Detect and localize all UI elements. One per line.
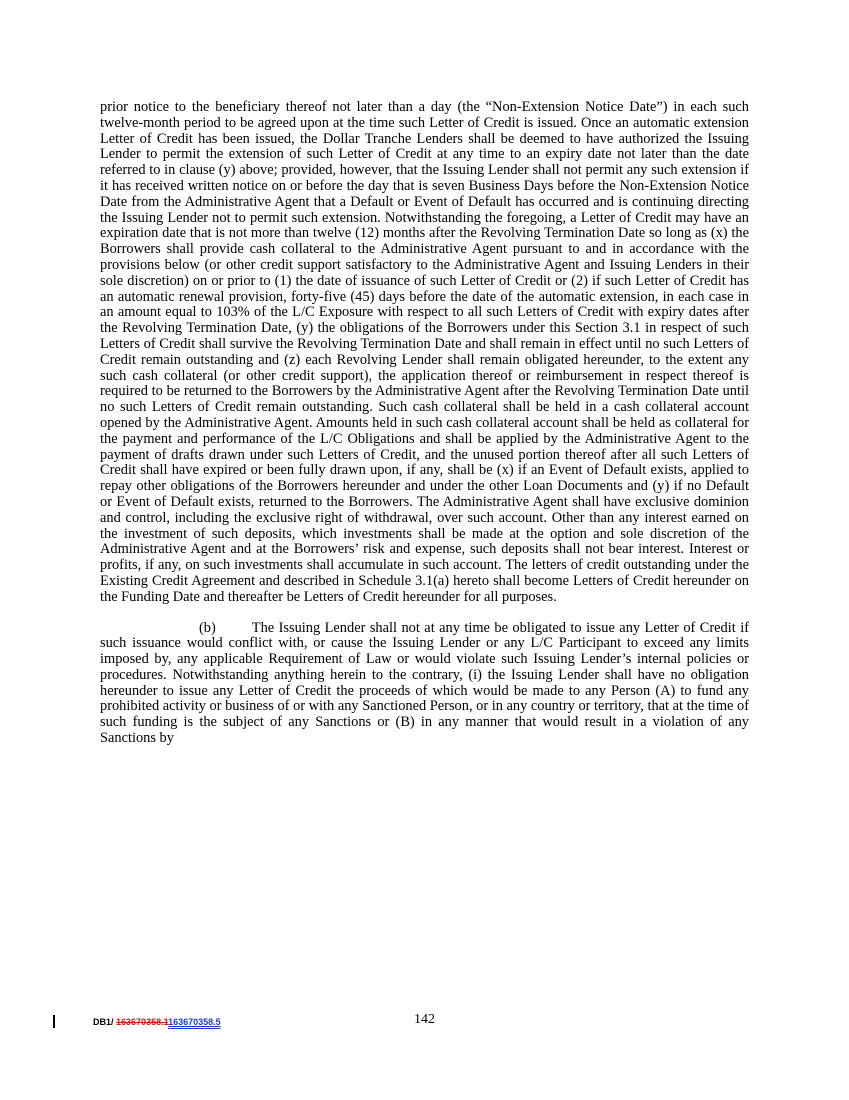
- doc-id-inserted: 163670358.5: [168, 1017, 221, 1027]
- paragraph-b-text: The Issuing Lender shall not at any time be obligated to issue any Letter of Credit if such issuance would conflict with, or cause the Issuing Lender or any L/C Participant to exceed any limits imposed by, any applicable Requirement of Law or would violate such Issuing Lender’s internal policies or procedures. Notwithstanding anything herein to the contrary, (i) the Issuing Lender shall have no obligation hereunder to issue any Letter of Credit the proceeds of which would be made to any Person (A) to fund any prohibited activity or business of or with any Sanctioned Person, or in any country or territory, that at the time of such funding is the subject of any Sanctions or (B) in any manner that would result in a violation of any Sanctions by: [100, 619, 749, 747]
- paragraph-a-continuation: prior notice to the beneficiary thereof not later than a day (the “Non-Extension Notice Date”) in each such twelve-month period to be agreed upon at the time such Letter of Credit is issued. Once an automatic extension Letter of Credit has been issued, the Dollar Tranche Lenders shall be deemed to have authorized the Issuing Lender to permit the extension of such Letter of Credit at any time to an expiry date not later than the date referred to in clause (y) above; provided, however, that the Issuing Lender shall not permit any such extension if it has received written notice on or before the day that is seven Business Days before the Non-Extension Notice Date from the Administrative Agent that a Default or Event of Default has occurred and is continuing directing the Issuing Lender not to permit such extension. Notwithstanding the foregoing, a Letter of Credit may have an expiration date that is not more than twelve (12) months after the Revolving Termination Date so long as (x) the Borrowers shall provide cash collateral to the Administrative Agent pursuant to and in accordance with the provisions below (or other credit support satisfactory to the Administrative Agent and Issuing Lenders in their sole discretion) on or prior to (1) the date of issuance of such Letter of Credit or (2) if such Letter of Credit has an automatic renewal provision, forty-five (45) days before the date of the automatic extension, in each case in an amount equal to 103% of the L/C Exposure with respect to all such Letters of Credit with expiry dates after the Revolving Termination Date, (y) the obligations of the Borrowers under this Section 3.1 in respect of such Letters of Credit shall survive the Revolving Termination Date and shall remain in effect until no such Letters of Credit remain outstanding and (z) each Revolving Lender shall remain obligated hereunder, to the extent any such cash collateral (or other credit support), the application thereof or reimbursement in respect thereof is required to be returned to the Borrowers by the Administrative Agent after the Revolving Termination Date until no such Letters of Credit remain outstanding. Such cash collateral shall be held in a cash collateral account opened by the Administrative Agent. Amounts held in such cash collateral account shall be held as collateral for the payment and performance of the L/C Obligations and shall be applied by the Administrative Agent to the payment of drafts drawn under such Letters of Credit, and the unused portion thereof after all such Letters of Credit shall have expired or been fully drawn upon, if any, shall be (x) if an Event of Default exists, applied to repay other obligations of the Borrowers hereunder and under the other Loan Documents and (y) if no Default or Event of Default exists, returned to the Borrowers. The Administrative Agent shall have exclusive dominion and control, including the exclusive right of withdrawal, over such account. Other than any interest earned on the investment of such deposits, which investments shall be made at the option and sole discretion of the Administrative Agent and at the Borrowers’ risk and expense, such deposits shall not bear interest. Interest or profits, if any, on such investments shall accumulate in such account. The letters of credit outstanding under the Existing Credit Agreement and described in Schedule 3.1(a) hereto shall become Letters of Credit hereunder on the Funding Date and thereafter be Letters of Credit hereunder for all purposes.: [100, 99, 749, 605]
- paragraph-b: [100, 621, 749, 747]
- document-body: [100, 100, 749, 747]
- doc-id-deleted: 163670358.1: [116, 1017, 169, 1027]
- doc-id-prefix: DB1/: [93, 1017, 114, 1027]
- paragraph-b-label: (b): [199, 619, 216, 636]
- page-number: 142: [414, 1012, 435, 1027]
